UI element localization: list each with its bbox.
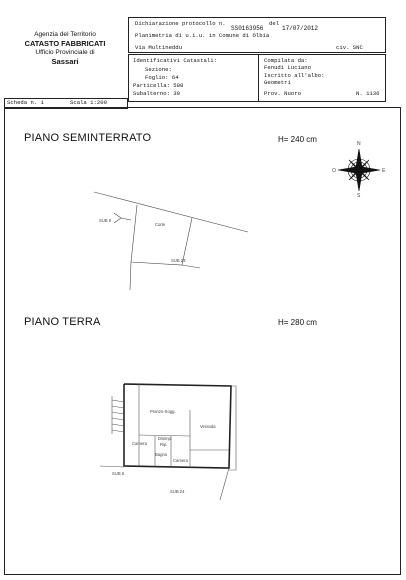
particella: Particella: 508 xyxy=(133,82,184,89)
agency-name: Agenzia del Territorio xyxy=(34,31,96,38)
compass-north: N xyxy=(357,141,361,147)
planimetria-label: Planimetria di u.i.u. in Comune di Olbia xyxy=(135,32,270,39)
agency-office: Ufficio Provinciale di xyxy=(35,49,95,56)
basement-height: H= 240 cm xyxy=(278,135,317,144)
scheda-number: Scheda n. 1 xyxy=(7,99,44,106)
ground-sub24: SUB 24 xyxy=(170,489,185,494)
room-pranzo: Pranzo-Sogg. xyxy=(150,409,176,414)
room-ripostiglio: Rip. xyxy=(160,442,168,447)
basement-title: PIANO SEMINTERRATO xyxy=(24,132,152,144)
room-veranda: Veranda xyxy=(200,424,216,429)
compilata-name: Fenudi Luciano xyxy=(264,64,311,71)
identificativi-title: Identificativi Catastali: xyxy=(133,57,217,64)
compass-east: E xyxy=(382,168,386,174)
dichiarazione-label: Dichiarazione protocollo n. xyxy=(135,20,226,27)
albo: Geometri xyxy=(264,79,291,86)
ground-floor-height: H= 280 cm xyxy=(278,318,317,327)
basement-sub23: SUB 23 xyxy=(171,258,186,263)
room-camera-2: Camera xyxy=(173,458,188,463)
subalterno: Subalterno: 30 xyxy=(133,90,180,97)
room-camera-1: Camera xyxy=(132,441,147,446)
agency-city: Sassari xyxy=(51,57,79,66)
room-bagno: Bagno xyxy=(155,452,168,457)
provincia: Prov. Nuoro xyxy=(264,90,301,97)
agency-catasto: CATASTO FABBRICATI xyxy=(24,39,106,48)
civic-number: civ. SNC xyxy=(336,44,363,51)
del-label: del xyxy=(269,20,280,27)
protocol-date: 17/07/2012 xyxy=(282,25,319,32)
compass-south: S xyxy=(357,193,361,199)
foglio: Foglio: 64 xyxy=(145,74,179,81)
iscrizione-number: N. 1136 xyxy=(356,90,380,97)
protocol-number: SS0163956 xyxy=(231,25,264,32)
iscritto-label: Iscritto all'albo: xyxy=(264,72,325,79)
ground-floor-title: PIANO TERRA xyxy=(24,316,101,328)
compilata-label: Compilata da: xyxy=(264,57,308,64)
compass-west: O xyxy=(332,168,336,174)
room-disimpegno: Disimp. xyxy=(158,436,172,441)
address: Via Multineddu xyxy=(135,44,182,51)
basement-corte: Corte xyxy=(155,222,166,227)
ground-sub6: SUB 6 xyxy=(112,471,125,476)
basement-sub6: SUB 6 xyxy=(99,218,112,223)
scala: Scala 1:200 xyxy=(70,99,107,106)
sezione: Sezione: xyxy=(145,66,172,73)
